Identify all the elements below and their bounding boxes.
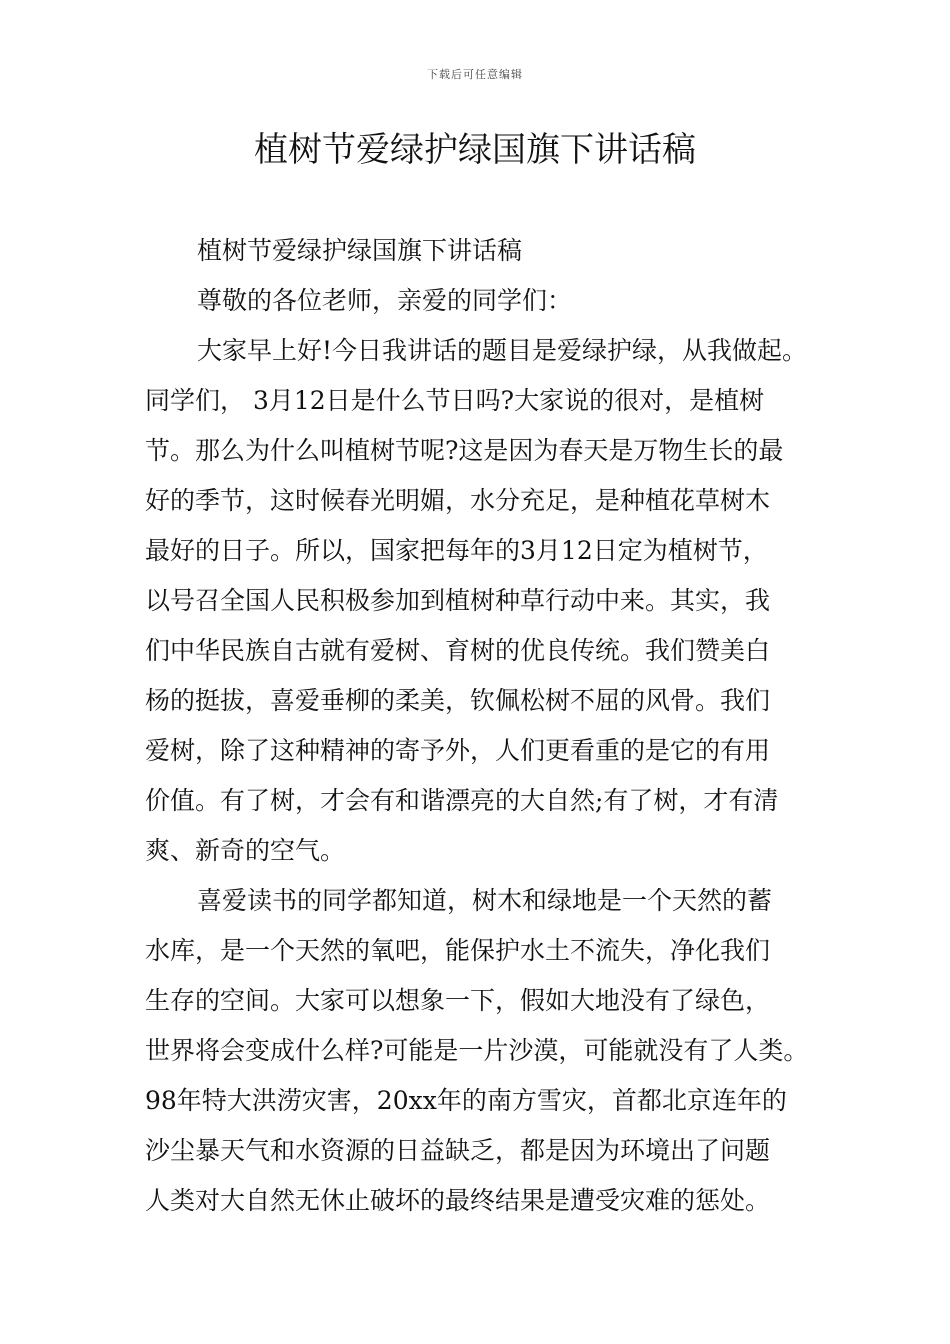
text-line: 98年特大洪涝灾害，20xx年的南方雪灾，首都北京连年的 [145, 1086, 787, 1115]
text-line: 大家早上好!今日我讲话的题目是爱绿护绿，从我做起。 [197, 336, 808, 365]
text-line: 水库，是一个天然的氧吧，能保护水土不流失，净化我们 [145, 936, 771, 965]
text-line: 爱树，除了这种精神的寄予外，人们更看重的是它的有用 [145, 736, 771, 765]
text-line: 生存的空间。大家可以想象一下，假如大地没有了绿色， [145, 986, 771, 1015]
text-line: 节。那么为什么叫植树节呢?这是因为春天是万物生长的最 [145, 436, 784, 465]
paragraph-body-1 [145, 326, 835, 876]
text-line: 好的季节，这时候春光明媚，水分充足，是种植花草树木 [145, 486, 771, 515]
text-line: 尊敬的各位老师，亲爱的同学们： [197, 286, 573, 315]
text-line: 们中华民族自古就有爱树、育树的优良传统。我们赞美白 [145, 636, 771, 665]
paragraph-salutation [145, 276, 835, 326]
document-title: 植树节爱绿护绿国旗下讲话稿 [254, 130, 696, 170]
text-line: 人类对大自然无休止破坏的最终结果是遭受灾难的惩处。 [145, 1186, 771, 1215]
text-line: 植树节爱绿护绿国旗下讲话稿 [197, 236, 523, 265]
text-line: 杨的挺拔，喜爱垂柳的柔美，钦佩松树不屈的风骨。我们 [145, 686, 771, 715]
text-line: 喜爱读书的同学都知道，树木和绿地是一个天然的蓄 [197, 886, 773, 915]
paragraph-body-2 [145, 876, 835, 1226]
paragraph-subtitle [145, 226, 835, 276]
text-line: 爽、新奇的空气。 [145, 836, 346, 865]
text-line: 世界将会变成什么样?可能是一片沙漠，可能就没有了人类。 [145, 1036, 809, 1065]
header-note: 下载后可任意编辑 [427, 68, 523, 81]
text-line: 最好的日子。所以，国家把每年的3月12日定为植树节， [145, 536, 768, 565]
text-line: 以号召全国人民积极参加到植树种草行动中来。其实，我 [145, 586, 771, 615]
text-line: 同学们， 3月12日是什么节日吗?大家说的很对，是植树 [145, 386, 765, 415]
text-line: 价值。有了树，才会有和谐漂亮的大自然;有了树，才有清 [145, 786, 779, 815]
text-line: 沙尘暴天气和水资源的日益缺乏，都是因为环境出了问题 [145, 1136, 771, 1165]
document-body [145, 226, 835, 1226]
